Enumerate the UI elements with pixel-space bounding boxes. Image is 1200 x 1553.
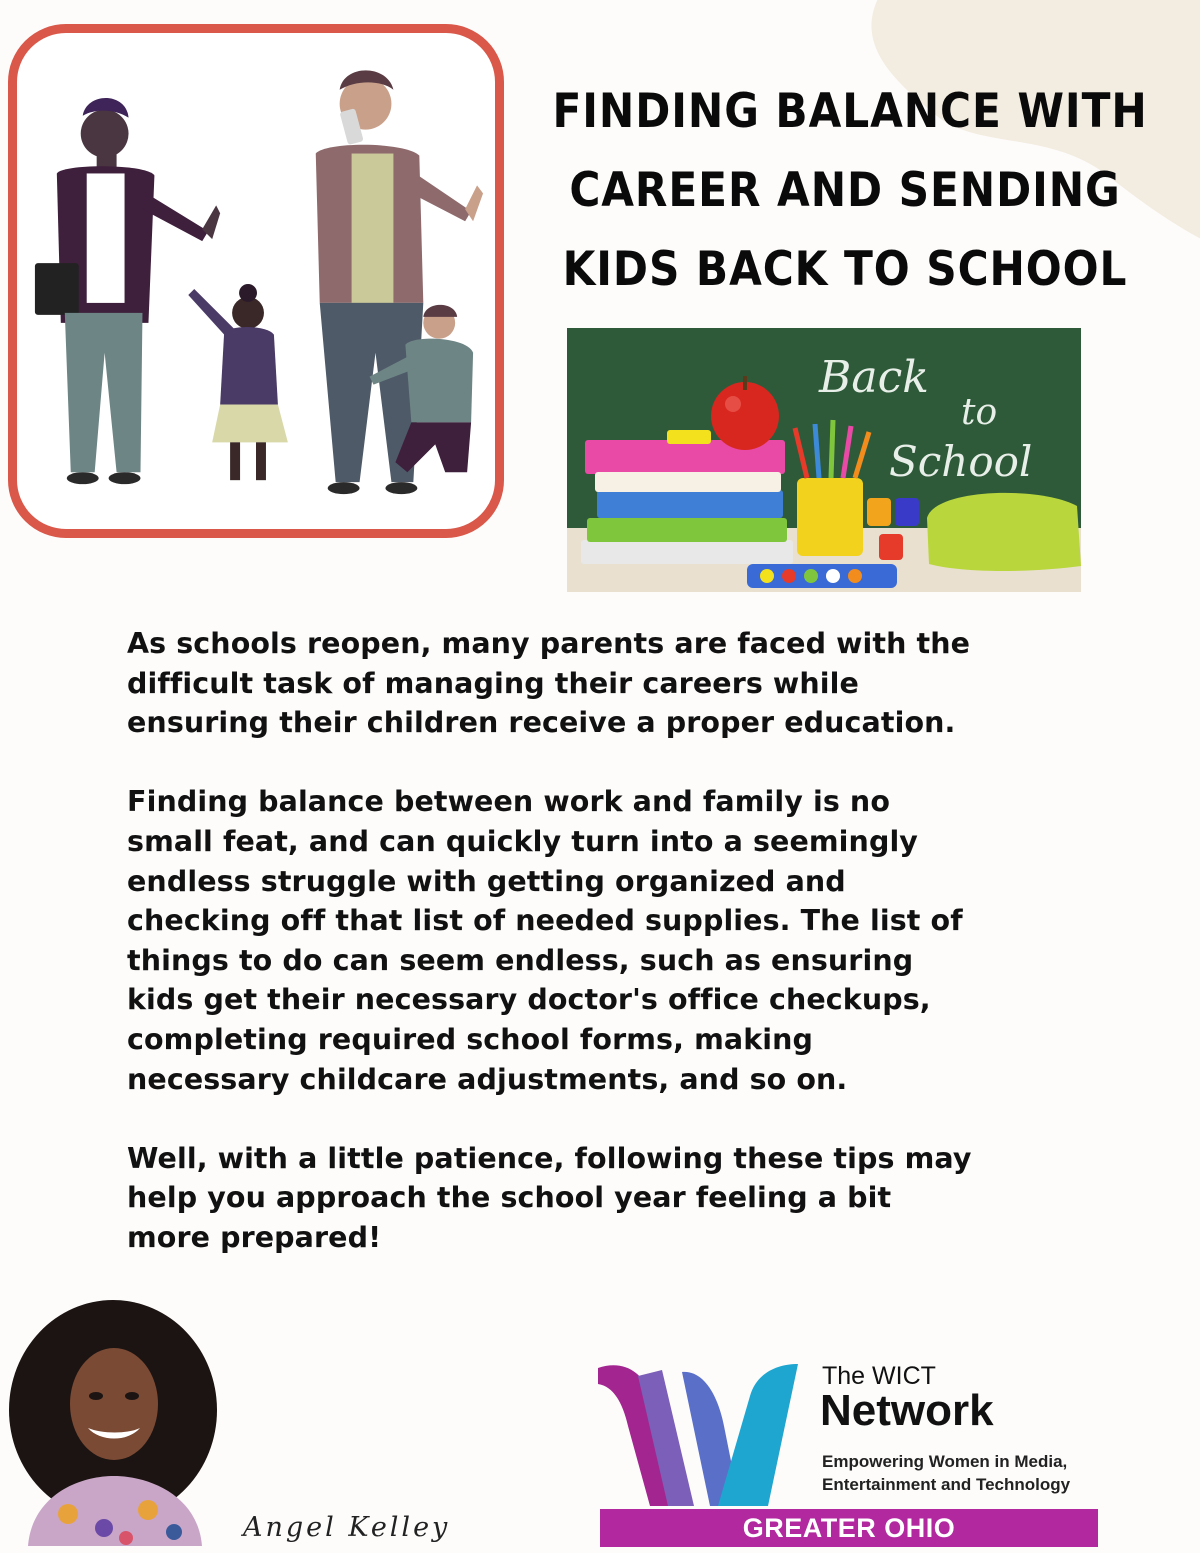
family-illustration: [17, 33, 495, 529]
title-line-2: CAREER AND SENDING: [569, 163, 1121, 218]
logo-tagline-line-2: Entertainment and Technology: [822, 1475, 1071, 1494]
paragraph-3: Well, with a little patience, following these tips may help you approach the school year feeling a bit more prepared!: [127, 1141, 972, 1254]
author-portrait: [8, 1300, 218, 1546]
chalk-school: School: [889, 437, 1033, 486]
article-body: [127, 624, 1087, 1297]
article-title: [552, 72, 1148, 309]
title-line-1: FINDING BALANCE WITH: [552, 84, 1148, 139]
chalk-to: to: [961, 392, 998, 433]
paragraph-2: Finding balance between work and family is no small feat, and can quickly turn into a seemingly endless struggle with getting organized and checking off that list of needed supplies. The list of things to do can seem endless, such as ensuring kids get their necessary doctor's office checkups, completing required school forms, making necessary childcare adjustments, and so on.: [127, 785, 963, 1096]
family-illustration-frame: [8, 24, 504, 538]
back-to-school-scene: [567, 328, 1081, 592]
logo-the-wict: The WICT: [822, 1362, 936, 1390]
wict-w-logo-icon: [598, 1356, 798, 1508]
back-to-school-image: [567, 328, 1081, 592]
logo-tagline: [822, 1450, 1122, 1496]
logo-network: Network: [820, 1386, 994, 1435]
title-line-3: KIDS BACK TO SCHOOL: [562, 242, 1128, 297]
chapter-band: GREATER OHIO: [600, 1509, 1098, 1547]
paragraph-1: As schools reopen, many parents are faced with the difficult task of managing their careers while ensuring their children receive a proper education.: [127, 627, 971, 740]
author-photo: [8, 1300, 218, 1546]
chalk-back: Back: [819, 352, 929, 403]
logo-tagline-line-1: Empowering Women in Media,: [822, 1452, 1068, 1471]
author-signature: Angel Kelley: [243, 1512, 451, 1543]
